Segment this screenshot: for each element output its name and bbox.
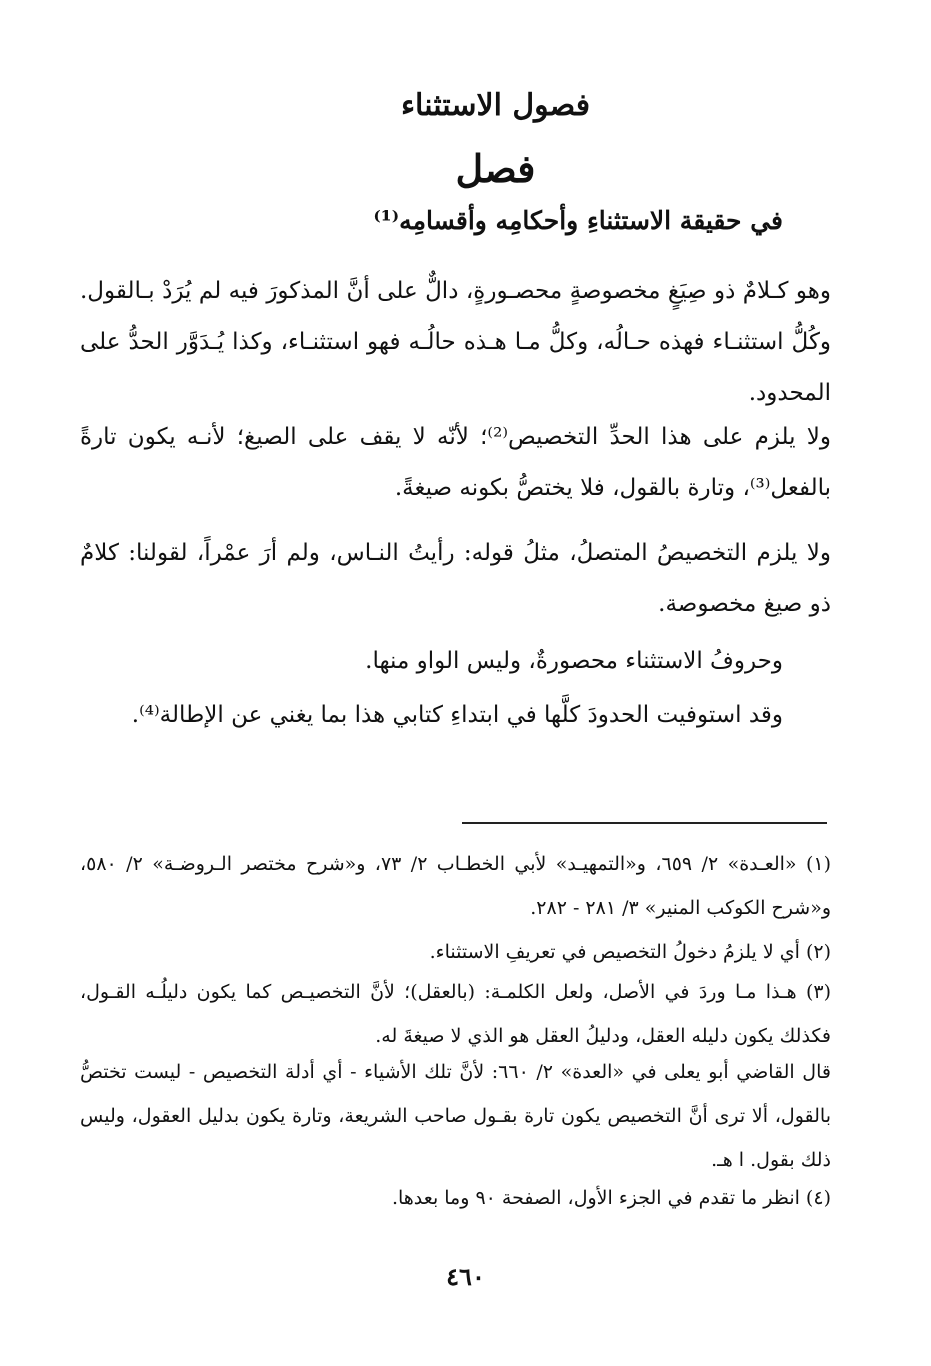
footnote-3-continuation: قال القاضي أبو يعلى في «العدة» ٢/ ٦٦٠: لأنَّ تلك الأشياء - أي أدلة التخصيص - ليست تختصُّ بالقول، ألا ترى أنَّ التخصيص يكون تارة بقـول صاحب الشريعة، وتارة يكون بدليل العقول، وليس ذلك بقول. ا هـ. xyxy=(80,1061,831,1171)
body-paragraph-3: ولا يلزم التخصيصُ المتصلُ، مثلُ قوله: رأيتُ النـاس، ولم أرَ عمْراً، لقولنا: كلامٌ ذو صيغ مخصوصة. xyxy=(80,540,831,617)
chapter-title: فصول الاستثناء xyxy=(400,88,591,123)
body-paragraph-4: وحروفُ الاستثناء محصورةٌ، وليس الواو منها. xyxy=(365,648,783,674)
footnote-3: (٣) هـذا مـا وردَ في الأصل، ولعل الكلمـة: (بالعقل)؛ لأنَّ التخصيـص كما يكون دليلُـه القـول، فكذلك يكون دليله العقل، ودليلُ العقل هو الذي لا صيغةَ له. xyxy=(80,981,831,1047)
section-heading: فصل xyxy=(455,146,536,191)
section-subtitle: في حقيقة الاستثناءِ وأحكامِه وأقسامِه⁽¹⁾ xyxy=(373,206,783,235)
footnote-divider xyxy=(462,822,827,824)
page-number: ٤٦٠ xyxy=(446,1262,485,1291)
body-paragraph-1: وهو كـلامٌ ذو صِيَغٍ مخصوصةٍ محصـورةٍ، دالٌّ على أنَّ المذكورَ فيه لم يُرَدْ بـالقول. وكُلُّ استثنـاء فهذه حـالُه، وكلُّ مـا هـذه حالُـه فهو استثنـاء، وكذا يُـدَوَّر الحدُّ على المحدود. xyxy=(80,278,831,406)
footnote-4: (٤) انظر ما تقدم في الجزء الأول، الصفحة ٩٠ وما بعدها. xyxy=(391,1187,831,1209)
body-paragraph-5: وقد استوفيت الحدودَ كلَّها في ابتداءِ كتابي هذا بما يغني عن الإطالة⁽⁴⁾. xyxy=(131,702,783,728)
body-paragraph-2: ولا يلزم على هذا الحدِّ التخصيص⁽²⁾؛ لأنّه لا يقف على الصيغ؛ لأنـه يكون تارةً بالفعل⁽³⁾، وتارة بالقول، فلا يختصُّ بكونه صيغةً. xyxy=(80,424,831,501)
footnote-2: (٢) أي لا يلزمُ دخولُ التخصيص في تعريفِ الاستثناء. xyxy=(429,941,831,963)
footnote-1: (١) «العـدة» ٢/ ٦٥٩، و«التمهيـد» لأبي الخطـاب ٢/ ٧٣، و«شرح مختصر الـروضـة» ٢/ ٥٨٠، و«شرح الكوكب المنير» ٣/ ٢٨١ - ٢٨٢. xyxy=(80,853,832,919)
